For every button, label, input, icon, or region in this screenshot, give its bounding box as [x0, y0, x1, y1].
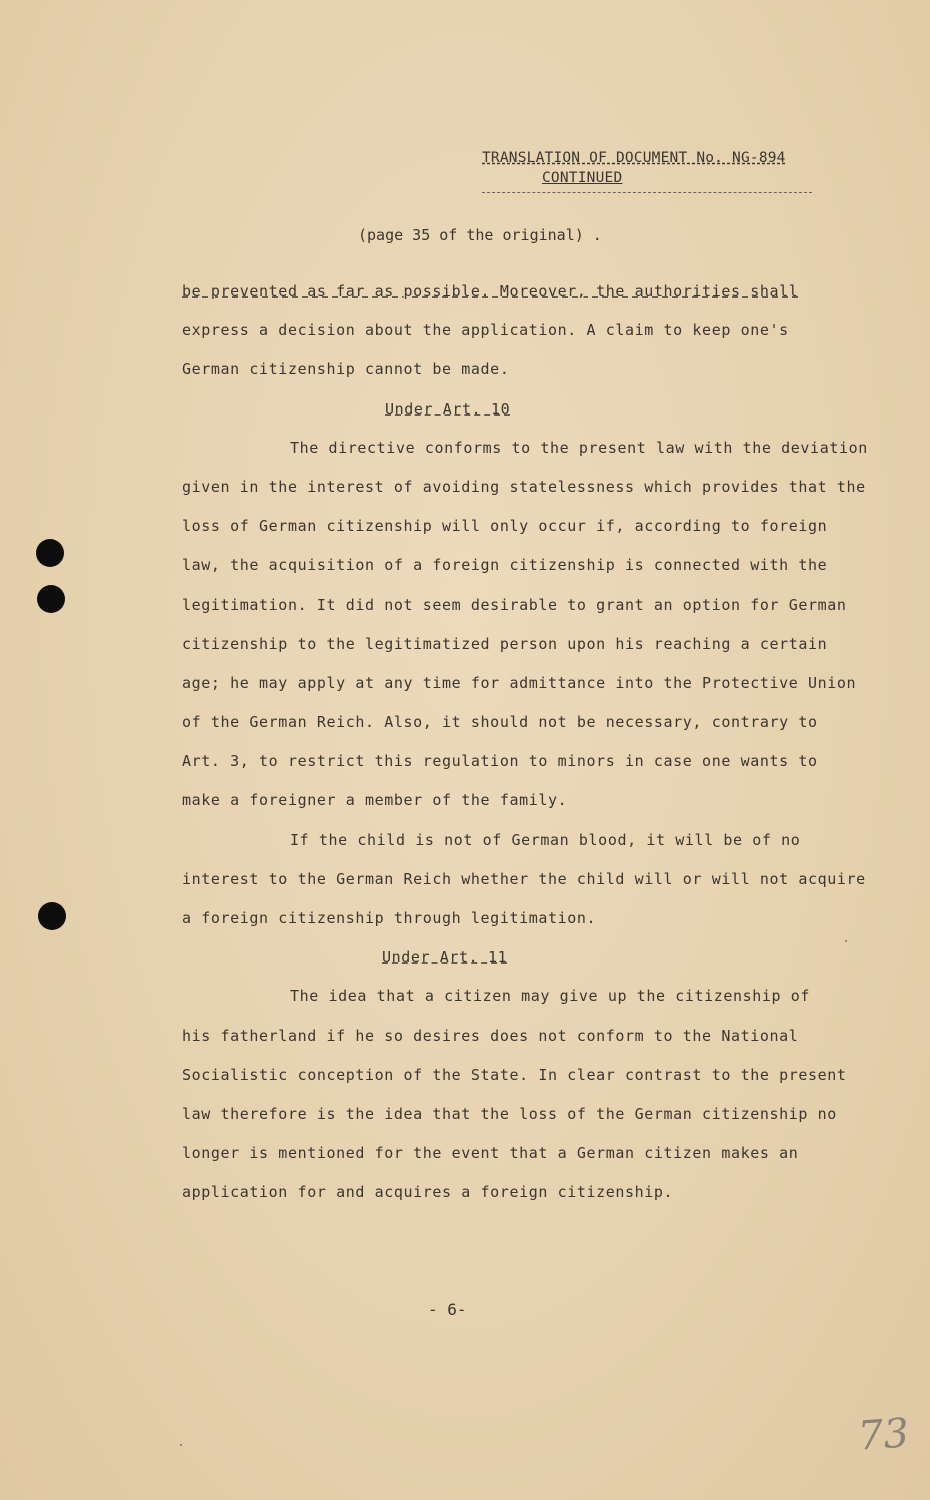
- body-line: given in the interest of avoiding statelessness which provides that the: [182, 477, 866, 496]
- body-line: express a decision about the application. A claim to keep one's: [182, 321, 789, 340]
- body-line: longer is mentioned for the event that a German citizen makes an: [182, 1144, 799, 1163]
- punch-hole: [38, 902, 66, 930]
- header-continued: CONTINUED: [542, 170, 623, 186]
- punch-hole: [37, 585, 65, 613]
- body-line: legitimation. It did not seem desirable to grant an option for German: [182, 595, 847, 614]
- document-header: [482, 148, 812, 193]
- page-number: - 6-: [428, 1300, 467, 1319]
- paper-speck: [180, 1444, 182, 1446]
- section-heading-art-10: Under Art. 10: [385, 399, 511, 418]
- body-line: be prevented as far as possible. Moreover, the authorities shall: [182, 282, 799, 300]
- body-line: application for and acquires a foreign citizenship.: [182, 1183, 674, 1202]
- body-line: age; he may apply at any time for admittance into the Protective Union: [182, 673, 857, 692]
- body-line: The directive conforms to the present law with the deviation: [290, 438, 868, 457]
- body-line: If the child is not of German blood, it will be of no: [290, 830, 801, 849]
- body-line: Art. 3, to restrict this regulation to minors in case one wants to: [182, 752, 818, 771]
- body-line: his fatherland if he so desires does not conform to the National: [182, 1026, 799, 1045]
- handwritten-folio-number: 73: [856, 1410, 911, 1460]
- header-title: TRANSLATION OF DOCUMENT No. NG-894: [482, 150, 786, 166]
- punch-hole: [36, 539, 64, 567]
- body-text: [182, 272, 882, 1213]
- body-line: a foreign citizenship through legitimation.: [182, 909, 597, 927]
- body-line: interest to the German Reich whether the child will or will not acquire: [182, 869, 866, 888]
- body-line: The idea that a citizen may give up the citizenship of: [290, 987, 811, 1006]
- body-line: loss of German citizenship will only occur if, according to foreign: [182, 517, 828, 536]
- original-page-reference: (page 35 of the original) .: [358, 226, 602, 244]
- header-rule: [482, 192, 812, 193]
- body-line: German citizenship cannot be made.: [182, 360, 510, 379]
- body-line: law therefore is the idea that the loss of the German citizenship no: [182, 1104, 837, 1123]
- body-line: Socialistic conception of the State. In clear contrast to the present: [182, 1065, 847, 1084]
- body-line: of the German Reich. Also, it should not be necessary, contrary to: [182, 713, 818, 732]
- paper-speck: [845, 940, 847, 942]
- section-heading-art-11: Under Art. 11: [382, 948, 508, 967]
- body-line: make a foreigner a member of the family.: [182, 791, 568, 810]
- body-line: citizenship to the legitimatized person upon his reaching a certain: [182, 634, 828, 653]
- body-line: law, the acquisition of a foreign citizenship is connected with the: [182, 556, 828, 575]
